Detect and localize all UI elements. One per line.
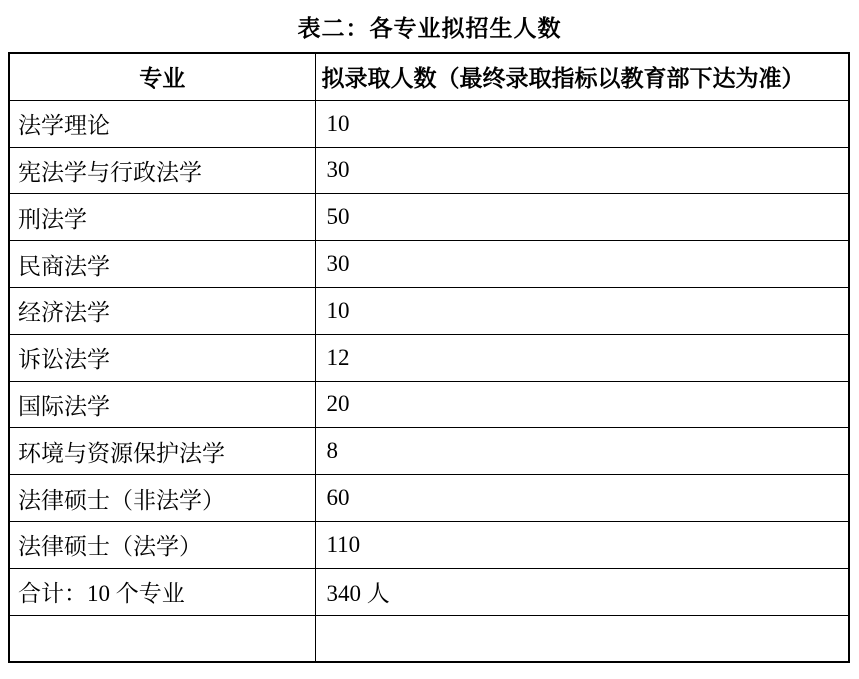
enrollment-table — [8, 52, 850, 663]
count-cell: 12 — [315, 334, 849, 381]
total-count-cell: 340 人 — [315, 568, 849, 615]
major-cell: 法律硕士（非法学） — [9, 475, 315, 522]
count-cell: 60 — [315, 475, 849, 522]
count-cell: 10 — [315, 287, 849, 334]
count-cell: 30 — [315, 241, 849, 288]
major-cell: 宪法学与行政法学 — [9, 147, 315, 194]
table-title: 表二：各专业拟招生人数 — [297, 14, 562, 41]
major-cell: 法律硕士（法学） — [9, 521, 315, 568]
major-cell: 诉讼法学 — [9, 334, 315, 381]
empty-cell — [9, 615, 315, 662]
count-cell: 50 — [315, 194, 849, 241]
major-cell: 环境与资源保护法学 — [9, 428, 315, 475]
count-cell: 10 — [315, 100, 849, 147]
column-header-admission-count: 拟录取人数（最终录取指标以教育部下达为准） — [315, 53, 849, 100]
header-row — [9, 53, 849, 100]
table-row — [9, 147, 849, 194]
table-row — [9, 428, 849, 475]
empty-cell — [315, 615, 849, 662]
major-cell: 经济法学 — [9, 287, 315, 334]
count-cell: 110 — [315, 521, 849, 568]
table-row — [9, 194, 849, 241]
table-row-empty — [9, 615, 849, 662]
count-cell: 8 — [315, 428, 849, 475]
count-cell: 30 — [315, 147, 849, 194]
table-row — [9, 287, 849, 334]
major-cell: 刑法学 — [9, 194, 315, 241]
table-row — [9, 241, 849, 288]
table-row — [9, 521, 849, 568]
major-cell: 法学理论 — [9, 100, 315, 147]
table-row-total — [9, 568, 849, 615]
major-cell: 民商法学 — [9, 241, 315, 288]
total-label-cell: 合计：10 个专业 — [9, 568, 315, 615]
table-row — [9, 381, 849, 428]
column-header-major: 专业 — [9, 53, 315, 100]
table-row — [9, 475, 849, 522]
count-cell: 20 — [315, 381, 849, 428]
major-cell: 国际法学 — [9, 381, 315, 428]
table-row — [9, 100, 849, 147]
table-row — [9, 334, 849, 381]
